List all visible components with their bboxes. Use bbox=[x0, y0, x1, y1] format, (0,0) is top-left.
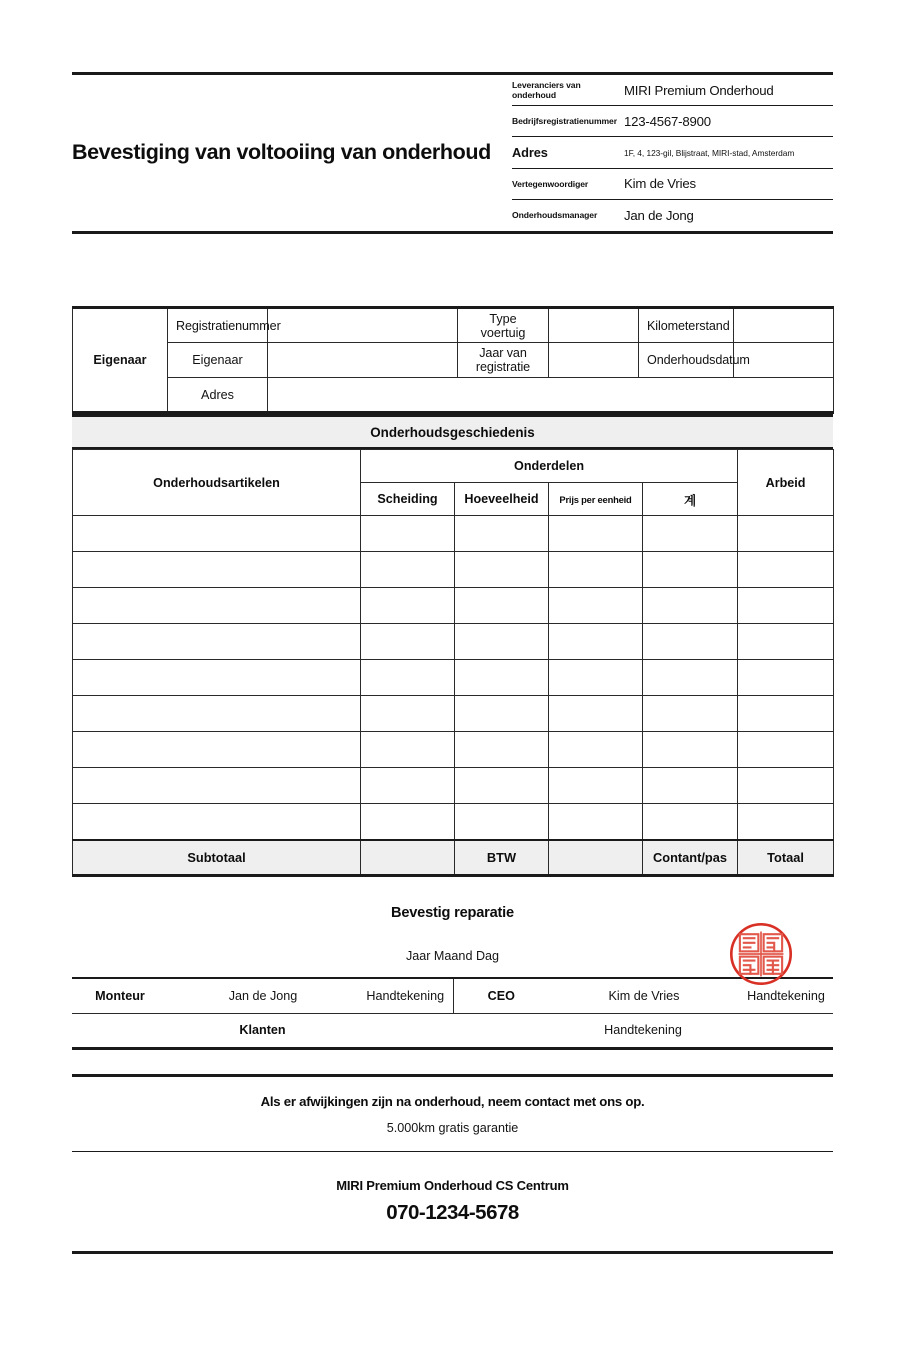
representative-value: Kim de Vries bbox=[624, 176, 696, 192]
footer-center-name: MIRI Premium Onderhoud CS Centrum bbox=[336, 1177, 569, 1193]
footer-contact-block bbox=[72, 1152, 833, 1251]
cell-item[interactable] bbox=[73, 732, 361, 768]
maintenance-manager-value: Jan de Jong bbox=[624, 207, 694, 223]
header-row-supplier bbox=[512, 75, 833, 106]
cell-separation[interactable] bbox=[361, 588, 455, 624]
cell-quantity[interactable] bbox=[455, 660, 549, 696]
cell-sum[interactable] bbox=[643, 588, 738, 624]
registration-number-label: Bedrijfsregistratienummer bbox=[512, 116, 617, 127]
cell-sum[interactable] bbox=[643, 768, 738, 804]
cell-unit-price[interactable] bbox=[549, 624, 643, 660]
owner-name-field[interactable] bbox=[268, 343, 458, 378]
maintenance-history-table bbox=[72, 449, 834, 877]
col-header-items: Onderhoudsartikelen bbox=[73, 450, 361, 516]
table-row bbox=[73, 768, 834, 804]
page-title: Bevestiging van voltooiing van onderhoud bbox=[72, 140, 491, 165]
header-row-representative bbox=[512, 169, 833, 200]
cell-sum[interactable] bbox=[643, 660, 738, 696]
cell-sum[interactable] bbox=[643, 696, 738, 732]
total-label: Totaal bbox=[738, 840, 834, 876]
table-row bbox=[73, 308, 834, 343]
table-row bbox=[73, 516, 834, 552]
footer-phone-number: 070-1234-5678 bbox=[386, 1200, 519, 1224]
footer-warranty-note: 5.000km gratis garantie bbox=[386, 1120, 519, 1135]
cell-unit-price[interactable] bbox=[549, 804, 643, 840]
cell-labor[interactable] bbox=[738, 624, 834, 660]
col-header-unit-price: Prijs per eenheid bbox=[549, 483, 643, 516]
registration-number-field[interactable] bbox=[268, 308, 458, 343]
vat-label: BTW bbox=[455, 840, 549, 876]
cell-quantity[interactable] bbox=[455, 552, 549, 588]
supplier-label: Leveranciers van onderhoud bbox=[512, 80, 581, 101]
owner-vehicle-section bbox=[72, 306, 833, 414]
cell-separation[interactable] bbox=[361, 804, 455, 840]
confirm-repair-title: Bevestig reparatie bbox=[391, 905, 514, 921]
supplier-value: MIRI Premium Onderhoud bbox=[624, 82, 774, 98]
owner-vehicle-table bbox=[72, 306, 834, 414]
cell-labor[interactable] bbox=[738, 516, 834, 552]
vehicle-type-label: Type voertuig bbox=[458, 308, 549, 343]
header-bottom-rule bbox=[72, 231, 833, 234]
maintenance-history-rows bbox=[73, 516, 834, 876]
cell-quantity[interactable] bbox=[455, 624, 549, 660]
table-row bbox=[72, 978, 833, 1013]
cell-labor[interactable] bbox=[738, 768, 834, 804]
cell-sum[interactable] bbox=[643, 804, 738, 840]
address-value: 1F, 4, 123-gil, Blijstraat, MIRI-stad, Amsterdam bbox=[624, 147, 795, 158]
document-page bbox=[0, 72, 905, 1352]
cell-quantity[interactable] bbox=[455, 732, 549, 768]
registration-year-field[interactable] bbox=[549, 343, 639, 378]
customer-signature-slot[interactable]: Handtekening bbox=[604, 1023, 682, 1037]
cell-item[interactable] bbox=[73, 516, 361, 552]
footer-bottom-rule bbox=[72, 1251, 833, 1254]
maintenance-date-label: Onderhoudsdatum bbox=[639, 343, 734, 378]
cell-sum[interactable] bbox=[643, 552, 738, 588]
footer-contact-note: Als er afwijkingen zijn na onderhoud, neem contact met ons op. bbox=[260, 1093, 645, 1109]
cell-unit-price[interactable] bbox=[549, 732, 643, 768]
registration-number-label: Registratienummer bbox=[168, 308, 268, 343]
cell-unit-price[interactable] bbox=[549, 552, 643, 588]
document-header bbox=[72, 75, 833, 231]
ceo-role-label: CEO bbox=[453, 978, 549, 1013]
maintenance-history-title: Onderhoudsgeschiedenis bbox=[72, 414, 833, 449]
cell-item[interactable] bbox=[73, 768, 361, 804]
cell-separation[interactable] bbox=[361, 696, 455, 732]
col-header-parts-group: Onderdelen bbox=[361, 450, 738, 483]
owner-address-field[interactable] bbox=[268, 378, 834, 413]
footer-notice-block bbox=[72, 1077, 833, 1151]
table-row bbox=[73, 588, 834, 624]
mechanic-signature-slot[interactable]: Handtekening bbox=[358, 978, 453, 1013]
supplier-info-table bbox=[512, 75, 833, 231]
cell-item[interactable] bbox=[73, 588, 361, 624]
payment-method-label: Contant/pas bbox=[643, 840, 738, 876]
odometer-field[interactable] bbox=[734, 308, 834, 343]
customer-role-label: Klanten bbox=[239, 1023, 286, 1037]
table-row bbox=[73, 660, 834, 696]
col-header-sum: 계 bbox=[643, 483, 738, 516]
cell-item[interactable] bbox=[73, 552, 361, 588]
registration-number-value: 123-4567-8900 bbox=[624, 113, 711, 129]
cell-unit-price[interactable] bbox=[549, 768, 643, 804]
table-header-row bbox=[73, 450, 834, 483]
table-row bbox=[73, 804, 834, 840]
address-label: Adres bbox=[512, 145, 548, 160]
table-row bbox=[73, 343, 834, 378]
cell-labor[interactable] bbox=[738, 552, 834, 588]
cell-item[interactable] bbox=[73, 624, 361, 660]
owner-side-label: Eigenaar bbox=[73, 308, 168, 413]
document-footer bbox=[72, 1074, 833, 1254]
col-header-labor: Arbeid bbox=[738, 450, 834, 516]
table-row bbox=[73, 624, 834, 660]
header-row-maintenance-manager bbox=[512, 200, 833, 231]
header-row-address bbox=[512, 137, 833, 168]
cell-labor[interactable] bbox=[738, 588, 834, 624]
cell-sum[interactable] bbox=[643, 624, 738, 660]
cell-labor[interactable] bbox=[738, 804, 834, 840]
cell-sum[interactable] bbox=[643, 732, 738, 768]
maintenance-manager-label: Onderhoudsmanager bbox=[512, 210, 598, 221]
table-row bbox=[73, 732, 834, 768]
ceo-signature-slot[interactable]: Handtekening bbox=[739, 978, 833, 1013]
subtotal-label: Subtotaal bbox=[73, 840, 361, 876]
cell-labor[interactable] bbox=[738, 732, 834, 768]
owner-address-label: Adres bbox=[168, 378, 268, 413]
col-header-separation: Scheiding bbox=[361, 483, 455, 516]
vat-field[interactable] bbox=[549, 840, 643, 876]
cell-separation[interactable] bbox=[361, 624, 455, 660]
ceo-name: Kim de Vries bbox=[549, 978, 739, 1013]
table-row bbox=[73, 378, 834, 413]
cell-item[interactable] bbox=[73, 804, 361, 840]
cell-unit-price[interactable] bbox=[549, 660, 643, 696]
header-row-registration-number bbox=[512, 106, 833, 137]
odometer-label: Kilometerstand bbox=[639, 308, 734, 343]
cell-quantity[interactable] bbox=[455, 516, 549, 552]
cell-item[interactable] bbox=[73, 696, 361, 732]
title-cell bbox=[72, 75, 512, 231]
cell-separation[interactable] bbox=[361, 516, 455, 552]
cell-separation[interactable] bbox=[361, 732, 455, 768]
representative-label: Vertegenwoordiger bbox=[512, 178, 589, 189]
cell-labor[interactable] bbox=[738, 696, 834, 732]
signature-table bbox=[72, 977, 833, 1050]
mechanic-name: Jan de Jong bbox=[168, 978, 358, 1013]
confirm-repair-section bbox=[72, 905, 833, 1050]
cell-labor[interactable] bbox=[738, 660, 834, 696]
cell-sum[interactable] bbox=[643, 516, 738, 552]
cell-separation[interactable] bbox=[361, 552, 455, 588]
cell-quantity[interactable] bbox=[455, 804, 549, 840]
cell-quantity[interactable] bbox=[455, 588, 549, 624]
subtotal-field[interactable] bbox=[361, 840, 455, 876]
vehicle-type-field[interactable] bbox=[549, 308, 639, 343]
mechanic-role-label: Monteur bbox=[72, 978, 168, 1013]
cell-quantity[interactable] bbox=[455, 696, 549, 732]
cell-unit-price[interactable] bbox=[549, 516, 643, 552]
table-row bbox=[73, 696, 834, 732]
registration-year-label: Jaar van registratie bbox=[458, 343, 549, 378]
cell-unit-price[interactable] bbox=[549, 588, 643, 624]
table-row bbox=[73, 552, 834, 588]
owner-name-label: Eigenaar bbox=[168, 343, 268, 378]
cell-quantity[interactable] bbox=[455, 768, 549, 804]
totals-row bbox=[73, 840, 834, 876]
cell-separation[interactable] bbox=[361, 660, 455, 696]
cell-item[interactable] bbox=[73, 660, 361, 696]
table-row bbox=[72, 1013, 833, 1048]
confirm-date-line: Jaar Maand Dag bbox=[405, 949, 500, 963]
maintenance-history-section bbox=[72, 414, 833, 877]
cell-separation[interactable] bbox=[361, 768, 455, 804]
cell-unit-price[interactable] bbox=[549, 696, 643, 732]
col-header-quantity: Hoeveelheid bbox=[455, 483, 549, 516]
